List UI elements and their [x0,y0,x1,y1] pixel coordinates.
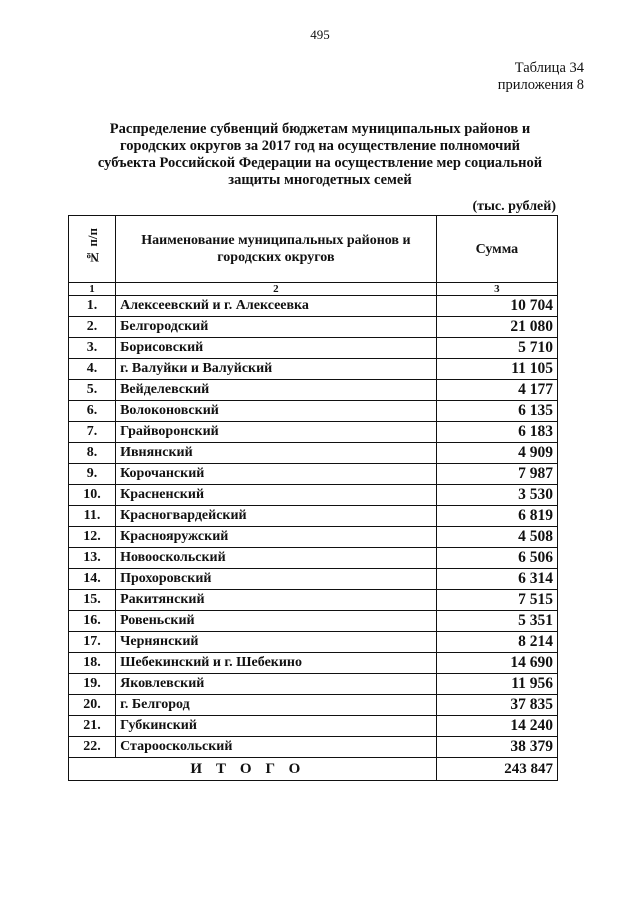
row-sum: 5 351 [436,611,557,632]
row-sum: 14 240 [436,716,557,737]
table-ref-line1: Таблица 34 [514,60,584,76]
row-number: 13. [69,548,116,569]
table-row [69,674,558,695]
table-row [69,653,558,674]
row-number: 8. [69,443,116,464]
column-number: 2 [116,283,437,296]
row-number: 20. [69,695,116,716]
table-row [69,359,558,380]
column-number: 3 [436,283,557,296]
header-number [69,216,116,283]
header-number-label: № п/п [84,228,100,265]
row-name: Ивнянский [116,443,437,464]
row-number: 12. [69,527,116,548]
table-row [69,296,558,317]
row-name: Шебекинский и г. Шебекино [116,653,437,674]
row-name: Ровеньский [116,611,437,632]
row-name: Корочанский [116,464,437,485]
title-line3: субъекта Российской Федерации на осуществление мер социальной [97,155,543,171]
document-title [70,121,570,189]
table-row [69,380,558,401]
title-line1: Распределение субвенций бюджетам муниципальных районов и [109,121,531,137]
row-number: 2. [69,317,116,338]
row-sum: 6 314 [436,569,557,590]
table-reference [498,60,584,94]
row-name: г. Белгород [116,695,437,716]
header-name [116,216,437,283]
table-row [69,506,558,527]
table-row [69,401,558,422]
row-sum: 4 508 [436,527,557,548]
row-name: Новооскольский [116,548,437,569]
row-sum: 14 690 [436,653,557,674]
table-row [69,443,558,464]
row-name: Губкинский [116,716,437,737]
column-number: 1 [69,283,116,296]
table-row [69,422,558,443]
row-number: 14. [69,569,116,590]
row-sum: 6 506 [436,548,557,569]
row-name: Красненский [116,485,437,506]
row-number: 19. [69,674,116,695]
row-sum: 6 819 [436,506,557,527]
row-number: 18. [69,653,116,674]
row-name: Алексеевский и г. Алексеевка [116,296,437,317]
row-name: Белгородский [116,317,437,338]
row-name: Грайворонский [116,422,437,443]
row-sum: 38 379 [436,737,557,758]
table-ref-line2: приложения 8 [497,77,584,93]
row-number: 15. [69,590,116,611]
total-label: ИТОГО [69,758,437,781]
row-number: 3. [69,338,116,359]
title-line4: защиты многодетных семей [228,172,412,188]
row-sum: 4 909 [436,443,557,464]
header-name-line2: городских округов [217,250,335,265]
row-sum: 3 530 [436,485,557,506]
row-sum: 11 956 [436,674,557,695]
row-sum: 21 080 [436,317,557,338]
row-name: Волоконовский [116,401,437,422]
table-row [69,485,558,506]
row-sum: 6 183 [436,422,557,443]
total-sum: 243 847 [436,758,557,781]
row-name: Красногвардейский [116,506,437,527]
table-body [69,296,558,758]
table-row [69,317,558,338]
table-row [69,338,558,359]
table-row [69,611,558,632]
row-number: 17. [69,632,116,653]
row-number: 21. [69,716,116,737]
row-sum: 5 710 [436,338,557,359]
row-number: 10. [69,485,116,506]
row-sum: 37 835 [436,695,557,716]
row-name: Яковлевский [116,674,437,695]
row-number: 7. [69,422,116,443]
table-row [69,632,558,653]
row-name: Старооскольский [116,737,437,758]
row-sum: 7 515 [436,590,557,611]
row-number: 5. [69,380,116,401]
table-row [69,548,558,569]
row-number: 9. [69,464,116,485]
row-name: Ракитянский [116,590,437,611]
row-sum: 7 987 [436,464,557,485]
header-name-line1: Наименование муниципальных районов и [141,233,411,248]
row-sum: 10 704 [436,296,557,317]
table-row [69,695,558,716]
row-sum: 11 105 [436,359,557,380]
row-sum: 6 135 [436,401,557,422]
row-name: Чернянский [116,632,437,653]
table-row [69,527,558,548]
table-header-row [69,216,558,283]
page-number: 495 [310,27,330,42]
row-name: Борисовский [116,338,437,359]
row-number: 22. [69,737,116,758]
row-name: Вейделевский [116,380,437,401]
table-row [69,737,558,758]
row-number: 4. [69,359,116,380]
row-number: 6. [69,401,116,422]
table-row [69,716,558,737]
row-sum: 8 214 [436,632,557,653]
column-number-row [69,283,558,296]
row-sum: 4 177 [436,380,557,401]
total-row [69,758,558,781]
row-number: 1. [69,296,116,317]
subsidy-table [68,215,558,781]
title-line2: городских округов за 2017 год на осуществление полномочий [119,138,521,154]
table-row [69,590,558,611]
units-label: (тыс. рублей) [472,199,556,214]
row-number: 16. [69,611,116,632]
row-name: г. Валуйки и Валуйский [116,359,437,380]
table-row [69,569,558,590]
row-number: 11. [69,506,116,527]
table-row [69,464,558,485]
row-name: Прохоровский [116,569,437,590]
row-name: Краснояружский [116,527,437,548]
header-sum: Сумма [436,216,557,283]
